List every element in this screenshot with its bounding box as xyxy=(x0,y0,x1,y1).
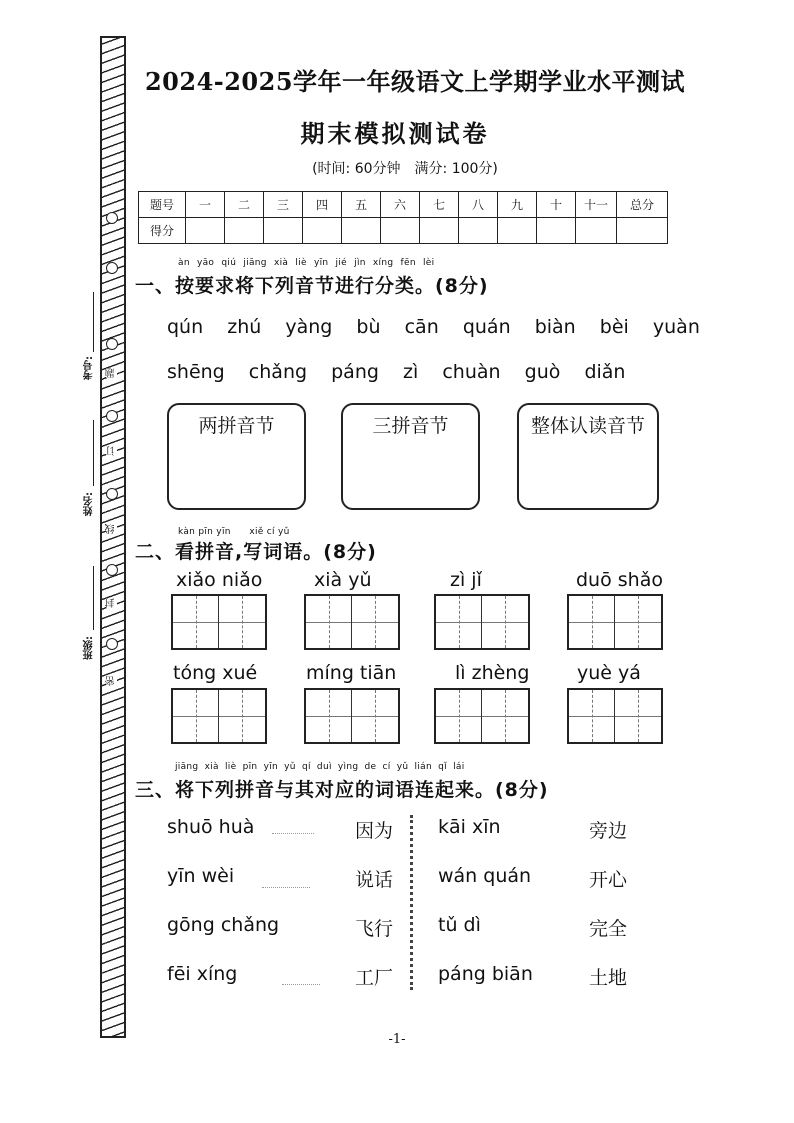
binding-circle xyxy=(106,410,118,422)
page-subtitle: 期末模拟测试卷 xyxy=(300,119,490,148)
side-field-xingming: 姓名: xyxy=(84,492,95,516)
section3-title: 三、将下列拼音与其对应的词语连起来。(8分) xyxy=(135,779,549,801)
page-title: 2024-2025学年一年级语文上学期学业水平测试 xyxy=(144,67,686,96)
grid-cell[interactable] xyxy=(219,690,265,742)
binding-mark-feng: 封 xyxy=(106,598,117,608)
score-cell xyxy=(420,218,459,244)
word-pinyin: tóng xué xyxy=(173,662,258,684)
score-header-cell: 总分 xyxy=(617,192,668,218)
grid-cell[interactable] xyxy=(306,596,352,648)
writing-grid[interactable] xyxy=(434,688,530,744)
match-pinyin-left[interactable]: gōng chǎng xyxy=(167,914,280,936)
section2-ruby: kàn pīn yīn xiě cí yǔ xyxy=(178,527,290,537)
word-pinyin: lì zhèng xyxy=(455,662,530,684)
score-header-cell: 六 xyxy=(381,192,420,218)
grid-cell[interactable] xyxy=(173,690,219,742)
score-cell xyxy=(303,218,342,244)
writing-grid[interactable] xyxy=(171,594,267,650)
binding-mark-ti: 题 xyxy=(106,368,117,378)
section1-pinyin-row2: shēng chǎng páng zì chuàn guò diǎn xyxy=(167,361,626,383)
score-header-cell: 五 xyxy=(342,192,381,218)
match-word-left[interactable]: 工厂 xyxy=(355,967,394,989)
side-field-banji: 班级: xyxy=(84,636,95,660)
category-box-two-part xyxy=(167,403,306,510)
score-header-cell: 二 xyxy=(225,192,264,218)
score-header-cell: 十 xyxy=(537,192,576,218)
binding-circle xyxy=(106,338,118,350)
score-header-cell: 题号 xyxy=(139,192,186,218)
word-pinyin: zì jǐ xyxy=(450,569,482,591)
grid-cell[interactable] xyxy=(173,596,219,648)
grid-cell[interactable] xyxy=(482,690,528,742)
grid-cell[interactable] xyxy=(436,690,482,742)
score-header-cell: 九 xyxy=(498,192,537,218)
grid-cell[interactable] xyxy=(306,690,352,742)
faint-dotted-line xyxy=(282,984,320,985)
match-pinyin-right[interactable]: páng biān xyxy=(438,963,533,985)
grid-cell[interactable] xyxy=(436,596,482,648)
match-word-right[interactable]: 完全 xyxy=(589,918,628,940)
grid-cell[interactable] xyxy=(569,596,615,648)
score-header-cell: 七 xyxy=(420,192,459,218)
writing-grid[interactable] xyxy=(434,594,530,650)
section3-ruby: jiāng xià liè pīn yīn yǔ qí duì yìng de cí yǔ lián qǐ lái xyxy=(175,762,465,772)
match-pinyin-right[interactable]: kāi xīn xyxy=(438,816,501,838)
score-header-cell: 四 xyxy=(303,192,342,218)
category-box-whole-syllable xyxy=(517,403,659,510)
grid-cell[interactable] xyxy=(352,690,398,742)
category-label: 整体认读音节 xyxy=(530,415,645,437)
score-cell xyxy=(264,218,303,244)
word-pinyin: duō shǎo xyxy=(576,569,663,591)
match-pinyin-left[interactable]: yīn wèi xyxy=(167,865,235,887)
binding-circle xyxy=(106,564,118,576)
match-pinyin-right[interactable]: tǔ dì xyxy=(438,914,481,936)
side-fill-line xyxy=(93,420,94,486)
binding-circle xyxy=(106,262,118,274)
column-divider xyxy=(410,815,413,990)
score-cell xyxy=(459,218,498,244)
grid-cell[interactable] xyxy=(219,596,265,648)
score-cell xyxy=(186,218,225,244)
score-table-score-row xyxy=(139,218,668,244)
score-cell xyxy=(617,218,668,244)
writing-grid[interactable] xyxy=(567,594,663,650)
grid-cell[interactable] xyxy=(615,690,661,742)
faint-dotted-line xyxy=(262,887,310,888)
grid-cell[interactable] xyxy=(569,690,615,742)
binding-mark-xian: 线 xyxy=(106,524,117,534)
match-word-left[interactable]: 说话 xyxy=(355,869,394,891)
grid-cell[interactable] xyxy=(615,596,661,648)
score-cell xyxy=(498,218,537,244)
match-word-right[interactable]: 土地 xyxy=(589,967,628,989)
score-header-cell: 一 xyxy=(186,192,225,218)
match-word-left[interactable]: 飞行 xyxy=(355,918,394,940)
side-fill-line xyxy=(93,566,94,630)
score-row-label: 得分 xyxy=(139,218,186,244)
word-pinyin: míng tiān xyxy=(306,662,397,684)
category-label: 三拼音节 xyxy=(372,415,449,437)
section1-pinyin-row1: qún zhú yàng bù cān quán biàn bèi yuàn xyxy=(167,316,700,338)
side-field-kaohao: 考号: xyxy=(84,356,95,380)
section1-title: 一、按要求将下列音节进行分类。(8分) xyxy=(135,275,489,297)
score-cell xyxy=(381,218,420,244)
binding-mark-mi: 密 xyxy=(106,676,117,686)
section1-ruby: àn yāo qiú jiāng xià liè yīn jié jìn xíng fēn lèi xyxy=(178,258,435,268)
match-pinyin-left[interactable]: shuō huà xyxy=(167,816,255,838)
match-pinyin-left[interactable]: fēi xíng xyxy=(167,963,238,985)
binding-circle xyxy=(106,488,118,500)
binding-circle xyxy=(106,638,118,650)
word-pinyin: xià yǔ xyxy=(314,569,372,591)
score-cell xyxy=(225,218,264,244)
score-cell xyxy=(576,218,617,244)
score-header-cell: 八 xyxy=(459,192,498,218)
category-box-three-part xyxy=(341,403,480,510)
score-header-cell: 十一 xyxy=(576,192,617,218)
exam-info: (时间: 60分钟 满分: 100分) xyxy=(312,161,498,177)
match-pinyin-right[interactable]: wán quán xyxy=(438,865,532,887)
writing-grid[interactable] xyxy=(567,688,663,744)
score-cell xyxy=(537,218,576,244)
score-table xyxy=(138,191,668,244)
category-label: 两拼音节 xyxy=(198,415,275,437)
match-word-right[interactable]: 旁边 xyxy=(589,820,628,842)
match-word-right[interactable]: 开心 xyxy=(589,869,628,891)
score-cell xyxy=(342,218,381,244)
faint-dotted-line xyxy=(272,833,314,834)
page-number: -1- xyxy=(388,1032,406,1047)
writing-grid[interactable] xyxy=(171,688,267,744)
word-pinyin: xiǎo niǎo xyxy=(176,569,263,591)
grid-cell[interactable] xyxy=(482,596,528,648)
side-fill-line xyxy=(93,292,94,352)
writing-grid[interactable] xyxy=(304,688,400,744)
section2-title: 二、看拼音,写词语。(8分) xyxy=(135,541,377,563)
binding-strip xyxy=(100,36,126,1038)
binding-circle xyxy=(106,212,118,224)
word-pinyin: yuè yá xyxy=(577,662,641,684)
binding-mark-ding: 订 xyxy=(106,446,117,456)
grid-cell[interactable] xyxy=(352,596,398,648)
writing-grid[interactable] xyxy=(304,594,400,650)
score-header-cell: 三 xyxy=(264,192,303,218)
match-word-left[interactable]: 因为 xyxy=(355,820,394,842)
score-table-header-row xyxy=(139,192,668,218)
